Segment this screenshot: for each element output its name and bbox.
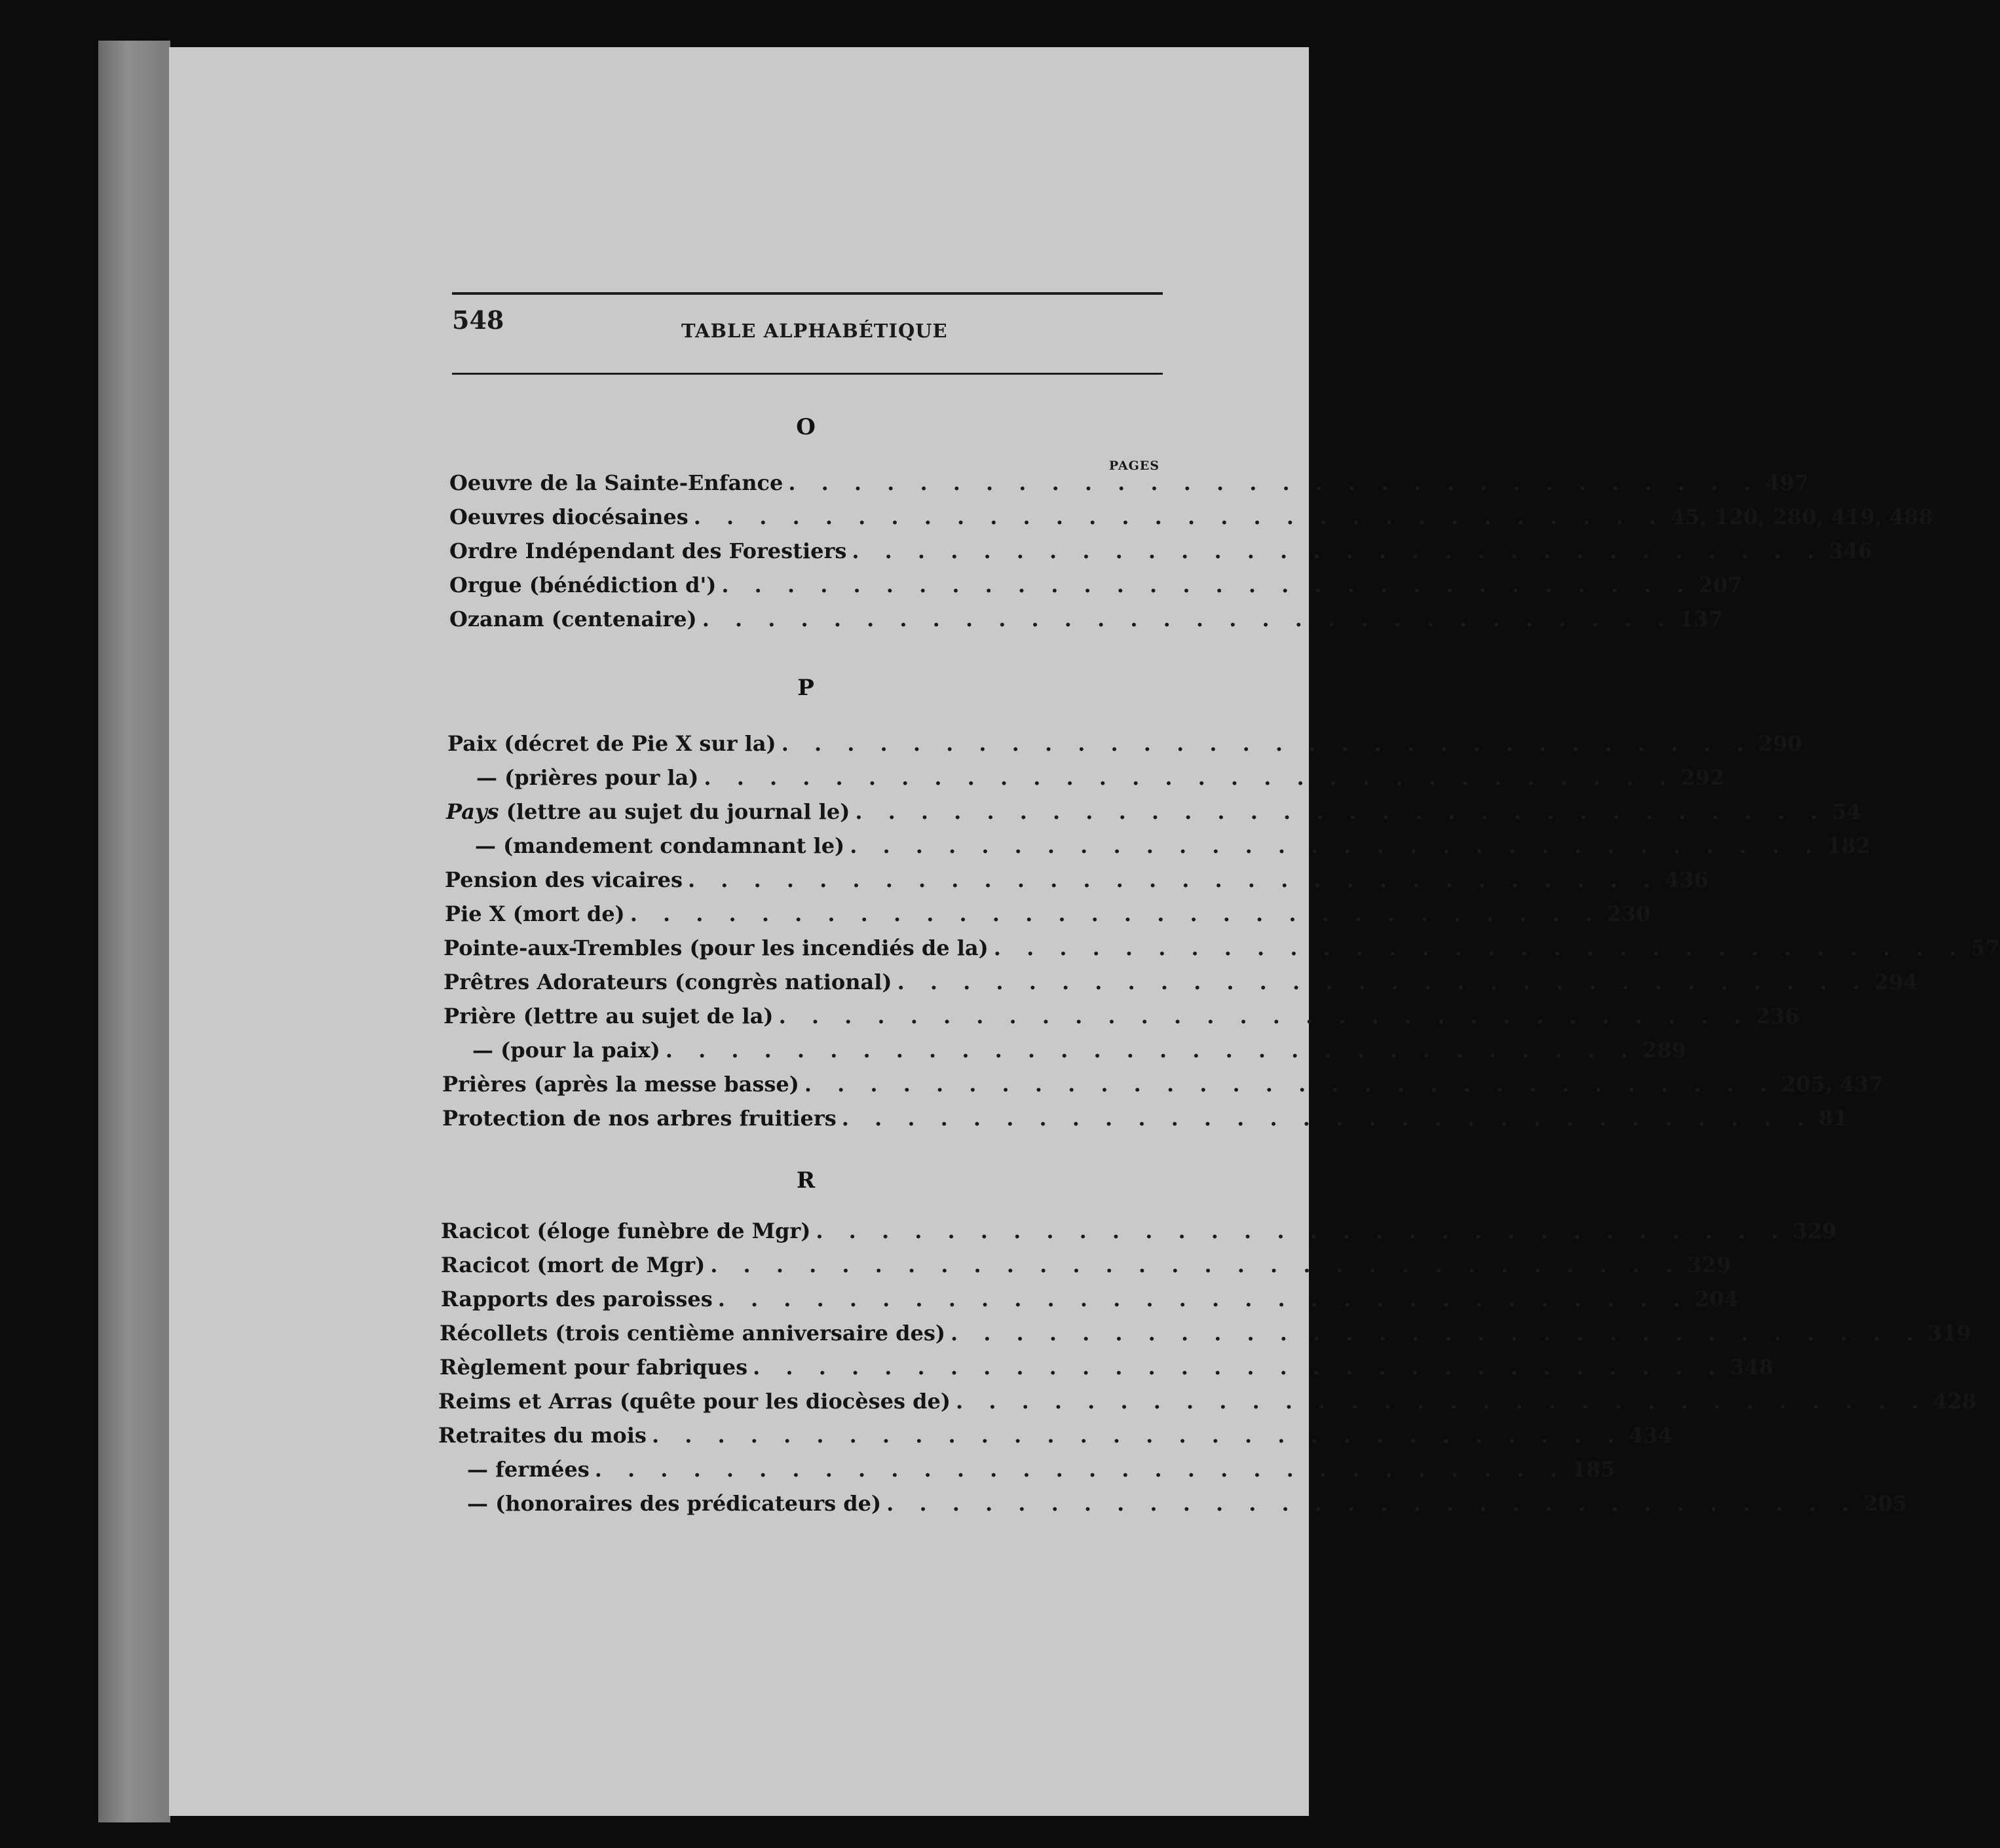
entry-page-refs: 497 [1765, 470, 1809, 495]
index-entry [447, 731, 1802, 761]
entry-label-italic: Pays [446, 799, 499, 824]
dot-leader: . . . . . . . . . . . . . . . . . . . . . . . . . . . . . . [788, 470, 1760, 495]
entry-page-refs: 348 [1729, 1355, 1774, 1380]
entry-label: Pointe-aux-Trembles (pour les incendiés de la) [443, 935, 989, 960]
dot-leader: . . . . . . . . . . . . . . . . . . . . . . . . . . . . . . [781, 731, 1753, 756]
entry-page-refs: 204 [1695, 1287, 1739, 1311]
dot-leader: . . . . . . . . . . . . . . . . . . . . . . . . . . . . . . [993, 935, 1966, 960]
index-subentry [446, 833, 1871, 863]
entry-label: Reims et Arras (quête pour les diocèses de) [438, 1389, 951, 1414]
entry-page-refs: 292 [1680, 765, 1725, 790]
dot-leader: . . . . . . . . . . . . . . . . . . . . . . . . . . . . . . [753, 1355, 1725, 1380]
entry-label: Pension des vicaires [445, 867, 683, 892]
entry-label: (lettre au sujet du journal le) [499, 799, 850, 824]
dot-leader: . . . . . . . . . . . . . . . . . . . . . . . . . . . . . . [850, 833, 1822, 858]
entry-label: Oeuvres diocésaines [449, 504, 689, 529]
section-letter-o: O [796, 414, 816, 440]
entry-label: Règlement pour fabriques [440, 1355, 748, 1380]
dot-leader: . . . . . . . . . . . . . . . . . . . . . . . . . . . . . . [630, 901, 1602, 926]
dot-leader: . . . . . . . . . . . . . . . . . . . . . . . . . . . . . . [841, 1106, 1814, 1131]
entry-label: Paix (décret de Pie X sur la) [447, 731, 776, 756]
entry-label: Racicot (éloge funèbre de Mgr) [441, 1218, 811, 1243]
entry-page-refs: 346 [1828, 538, 1873, 563]
dot-leader: . . . . . . . . . . . . . . . . . . . . . . . . . . . . . . [897, 970, 1869, 994]
index-entry [449, 538, 1873, 569]
index-entry [442, 1106, 1848, 1136]
dot-leader: . . . . . . . . . . . . . . . . . . . . . . . . . . . . . . [804, 1072, 1777, 1097]
index-entry [443, 970, 1918, 1000]
index-entry [441, 1287, 1739, 1317]
dot-leader: . . . . . . . . . . . . . . . . . . . . . . . . . . . . . . [688, 867, 1660, 892]
entry-page-refs: 428 [1933, 1389, 1977, 1414]
entry-label: Racicot (mort de Mgr) [441, 1253, 706, 1277]
index-entry [438, 1389, 1977, 1419]
entry-page-refs: 205 [1863, 1491, 1908, 1516]
index-subentry [443, 1038, 1686, 1068]
index-subentry [447, 765, 1725, 795]
dot-leader: . . . . . . . . . . . . . . . . . . . . . . . . . . . . . . [852, 538, 1824, 563]
dot-leader: . . . . . . . . . . . . . . . . . . . . . . . . . . . . . . [665, 1038, 1638, 1063]
entry-page-refs: 205, 437 [1781, 1072, 1884, 1097]
entry-label: Orgue (bénédiction d') [449, 573, 717, 597]
index-entry [441, 1218, 1837, 1249]
entry-label: — (honoraires des prédicateurs de) [467, 1491, 882, 1516]
dot-leader: . . . . . . . . . . . . . . . . . . . . . . . . . . . . . . [594, 1457, 1567, 1482]
entry-label: Ozanam (centenaire) [449, 607, 697, 632]
entry-label: — (pour la paix) [472, 1038, 660, 1063]
index-entry [438, 1423, 1673, 1453]
dot-leader: . . . . . . . . . . . . . . . . . . . . . . . . . . . . . . [950, 1321, 1923, 1346]
pages-column-label: PAGES [1108, 459, 1160, 473]
dot-leader: . . . . . . . . . . . . . . . . . . . . . . . . . . . . . . [710, 1253, 1682, 1277]
header-rule-bottom [452, 373, 1163, 375]
index-entry [449, 607, 1723, 637]
entry-label: Prêtres Adorateurs (congrès national) [443, 970, 892, 994]
entry-label: Protection de nos arbres fruitiers [442, 1106, 837, 1131]
dot-leader: . . . . . . . . . . . . . . . . . . . . . . . . . . . . . . [778, 1004, 1750, 1028]
entry-label: Prières (après la messe basse) [442, 1072, 799, 1097]
entry-label: — fermées [467, 1457, 590, 1482]
dot-leader: . . . . . . . . . . . . . . . . . . . . . . . . . . . . . . [816, 1218, 1788, 1243]
dot-leader: . . . . . . . . . . . . . . . . . . . . . . . . . . . . . . [651, 1423, 1624, 1448]
entry-page-refs: 207 [1698, 573, 1743, 597]
entry-page-refs: 289 [1642, 1038, 1686, 1063]
index-entry [443, 935, 2000, 966]
book-page [169, 47, 1309, 1816]
index-entry [445, 901, 1651, 932]
entry-label: Récollets (trois centième anniversaire des) [440, 1321, 945, 1346]
entry-label: — (prières pour la) [476, 765, 699, 790]
index-entry [443, 1004, 1800, 1034]
entry-page-refs: 329 [1792, 1218, 1837, 1243]
entry-page-refs: 434 [1629, 1423, 1673, 1448]
dot-leader: . . . . . . . . . . . . . . . . . . . . . . . . . . . . . . [704, 765, 1676, 790]
index-entry [445, 867, 1709, 897]
entry-label: Retraites du mois [438, 1423, 647, 1448]
index-entry [440, 1355, 1774, 1385]
index-entry [449, 573, 1743, 603]
index-entry [442, 1072, 1884, 1102]
index-entry [440, 1321, 1972, 1351]
entry-label: Rapports des paroisses [441, 1287, 713, 1311]
page-number: 548 [452, 305, 504, 335]
entry-page-refs: 81 [1819, 1106, 1848, 1131]
entry-label: Oeuvre de la Sainte-Enfance [449, 470, 783, 495]
entry-label: Prière (lettre au sujet de la) [443, 1004, 774, 1028]
index-entry [449, 504, 1933, 535]
dot-leader: . . . . . . . . . . . . . . . . . . . . . . . . . . . . . . [721, 573, 1693, 597]
entry-page-refs: 57 [1971, 935, 2000, 960]
entry-label: — (mandement condamnant le) [475, 833, 845, 858]
dot-leader: . . . . . . . . . . . . . . . . . . . . . . . . . . . . . . [702, 607, 1674, 632]
index-subentry [438, 1457, 1615, 1487]
entry-page-refs: 45, 120, 280, 419, 488 [1670, 504, 1933, 529]
index-entry [446, 799, 1862, 829]
index-entry [449, 470, 1809, 500]
dot-leader: . . . . . . . . . . . . . . . . . . . . . . . . . . . . . . [956, 1389, 1928, 1414]
dot-leader: . . . . . . . . . . . . . . . . . . . . . . . . . . . . . . [855, 799, 1827, 824]
section-letter-r: R [796, 1167, 816, 1194]
running-title: TABLE ALPHABÉTIQUE [681, 320, 948, 342]
entry-page-refs: 54 [1832, 799, 1862, 824]
dot-leader: . . . . . . . . . . . . . . . . . . . . . . . . . . . . . . [693, 504, 1666, 529]
book-binding-edge [98, 41, 170, 1822]
entry-page-refs: 319 [1927, 1321, 1972, 1346]
entry-page-refs: 230 [1606, 901, 1651, 926]
header-rule-top [452, 292, 1163, 295]
section-letter-p: P [797, 675, 814, 701]
entry-page-refs: 137 [1678, 607, 1723, 632]
entry-page-refs: 329 [1687, 1253, 1731, 1277]
index-entry [441, 1253, 1731, 1283]
dot-leader: . . . . . . . . . . . . . . . . . . . . . . . . . . . . . . [886, 1491, 1858, 1516]
entry-page-refs: 290 [1758, 731, 1802, 756]
entry-label: Ordre Indépendant des Forestiers [449, 538, 847, 563]
entry-page-refs: 236 [1755, 1004, 1800, 1028]
entry-page-refs: 436 [1665, 867, 1709, 892]
entry-label: Pie X (mort de) [445, 901, 625, 926]
entry-page-refs: 185 [1572, 1457, 1615, 1482]
entry-page-refs: 182 [1826, 833, 1871, 858]
index-subentry [438, 1491, 1908, 1521]
dot-leader: . . . . . . . . . . . . . . . . . . . . . . . . . . . . . . [717, 1287, 1690, 1311]
entry-page-refs: 294 [1874, 970, 1918, 994]
